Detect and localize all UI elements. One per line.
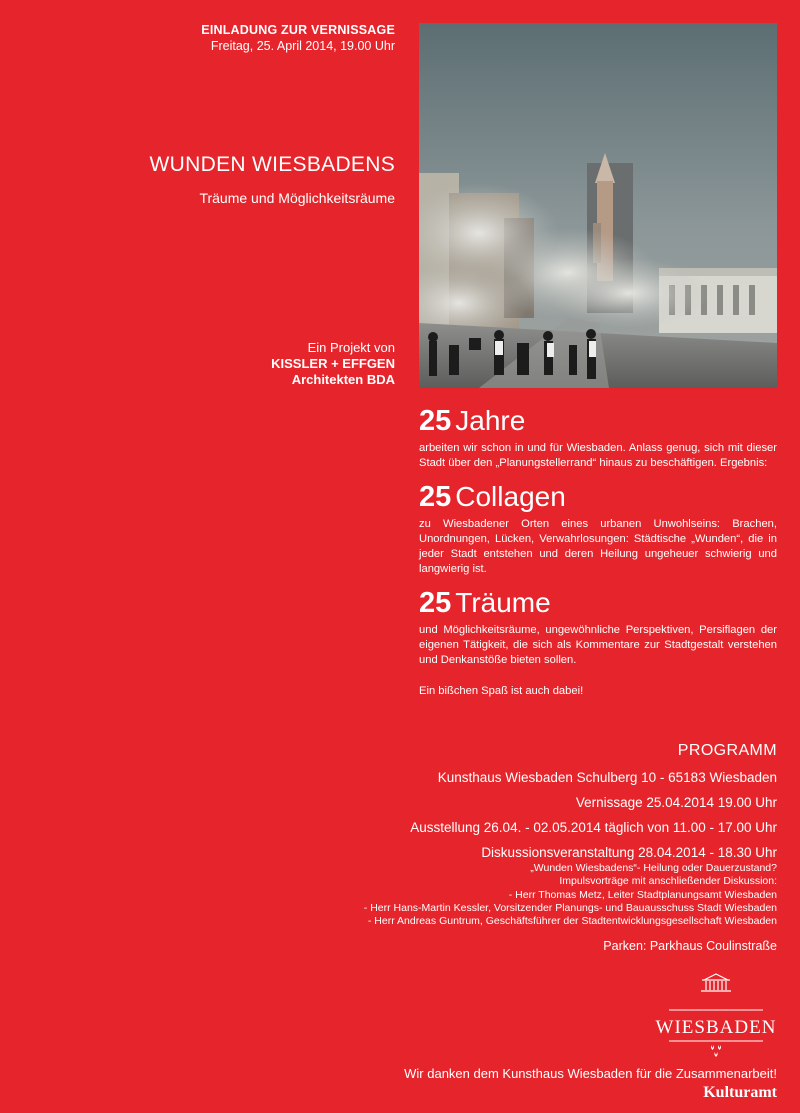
discussion-line: - Herr Andreas Guntrum, Geschäftsführer der Stadtentwicklungsgesellschaft Wiesbaden xyxy=(367,915,777,928)
event-date: Freitag, 25. April 2014, 19.00 Uhr xyxy=(210,39,395,53)
program-heading: PROGRAMM xyxy=(677,742,777,759)
logo-city: WIESBADEN xyxy=(655,1017,777,1038)
invitation-header xyxy=(15,22,395,54)
program-block xyxy=(177,740,777,954)
wiesbaden-logo xyxy=(655,972,777,1102)
program-vernissage: Vernissage 25.04.2014 19.00 Uhr xyxy=(575,795,777,810)
logo-rule-top xyxy=(655,1008,777,1012)
section-jahre xyxy=(419,405,777,471)
thanks-line: Wir danken dem Kunsthaus Wiesbaden für die Zusammenarbeit! xyxy=(404,1066,777,1081)
section-word: Jahre xyxy=(455,405,526,436)
section-word: Träume xyxy=(455,587,551,618)
section-heading xyxy=(419,481,777,513)
section-number: 25 xyxy=(419,405,452,437)
exhibition-title: WUNDEN WIESBADENS xyxy=(149,153,395,176)
logo-department: Kulturamt xyxy=(703,1084,777,1101)
program-parking: Parken: Parkhaus Coulinstraße xyxy=(603,939,777,954)
section-number: 25 xyxy=(419,587,452,619)
section-heading xyxy=(419,405,777,437)
section-number: 25 xyxy=(419,481,452,513)
project-name: KISSLER + EFFGEN xyxy=(271,356,395,371)
section-collagen xyxy=(419,481,777,577)
fun-line: Ein bißchen Spaß ist auch dabei! xyxy=(419,685,584,697)
invitation-label: EINLADUNG ZUR VERNISSAGE xyxy=(201,23,395,37)
exhibition-subtitle: Träume und Möglichkeitsräume xyxy=(199,190,395,206)
discussion-line: - Herr Hans-Martin Kessler, Vorsitzender Planungs- und Bauausschuss Stadt Wiesbaden xyxy=(363,901,777,914)
section-traeume xyxy=(419,587,777,668)
section-word: Collagen xyxy=(455,481,566,512)
collage-image xyxy=(419,23,777,388)
discussion-line: „Wunden Wiesbadens“- Heilung oder Dauerzustand? xyxy=(530,862,777,874)
program-location: Kunsthaus Wiesbaden Schulberg 10 - 65183 Wiesbaden xyxy=(437,770,777,785)
section-heading xyxy=(419,587,777,619)
program-exhibition: Ausstellung 26.04. - 02.05.2014 täglich von 11.00 - 17.00 Uhr xyxy=(410,820,777,835)
section-text: und Möglichkeitsräume, ungewöhnliche Perspektiven, Persiflagen der eigenen Tätigkeit, die sich als Kommentare zur Stadtgestalt verstehen und Denkanstöße bieten sollen. xyxy=(419,624,777,666)
description-block xyxy=(419,405,777,699)
program-discussion: Diskussionsveranstaltung 28.04.2014 - 18.30 Uhr xyxy=(481,845,777,860)
collage-photo xyxy=(419,23,777,388)
discussion-line: - Herr Thomas Metz, Leiter Stadtplanungsamt Wiesbaden xyxy=(508,888,777,901)
project-intro: Ein Projekt von xyxy=(307,340,395,355)
kurhaus-icon xyxy=(655,972,777,994)
exhibition-title-block xyxy=(15,152,395,208)
discussion-line: Impulsvorträge mit anschließender Diskussion: xyxy=(559,875,777,888)
section-text: zu Wiesbadener Orten eines urbanen Unwohlseins: Brachen, Unordnungen, Lücken, Verwahrlosungen: Städtische „Wunden“, die in jeder Stadt entstehen und deren Heilung ungeheuer schwierig und langwierig ist. xyxy=(419,518,777,575)
project-credit xyxy=(15,340,395,388)
lilies-icon xyxy=(655,1039,777,1063)
project-firm: Architekten BDA xyxy=(291,372,395,387)
section-text: arbeiten wir schon in und für Wiesbaden. Anlass genug, sich mit dieser Stadt über den „Planungstellerrand“ hinaus zu beschäftigen. Ergebnis: xyxy=(419,442,777,469)
